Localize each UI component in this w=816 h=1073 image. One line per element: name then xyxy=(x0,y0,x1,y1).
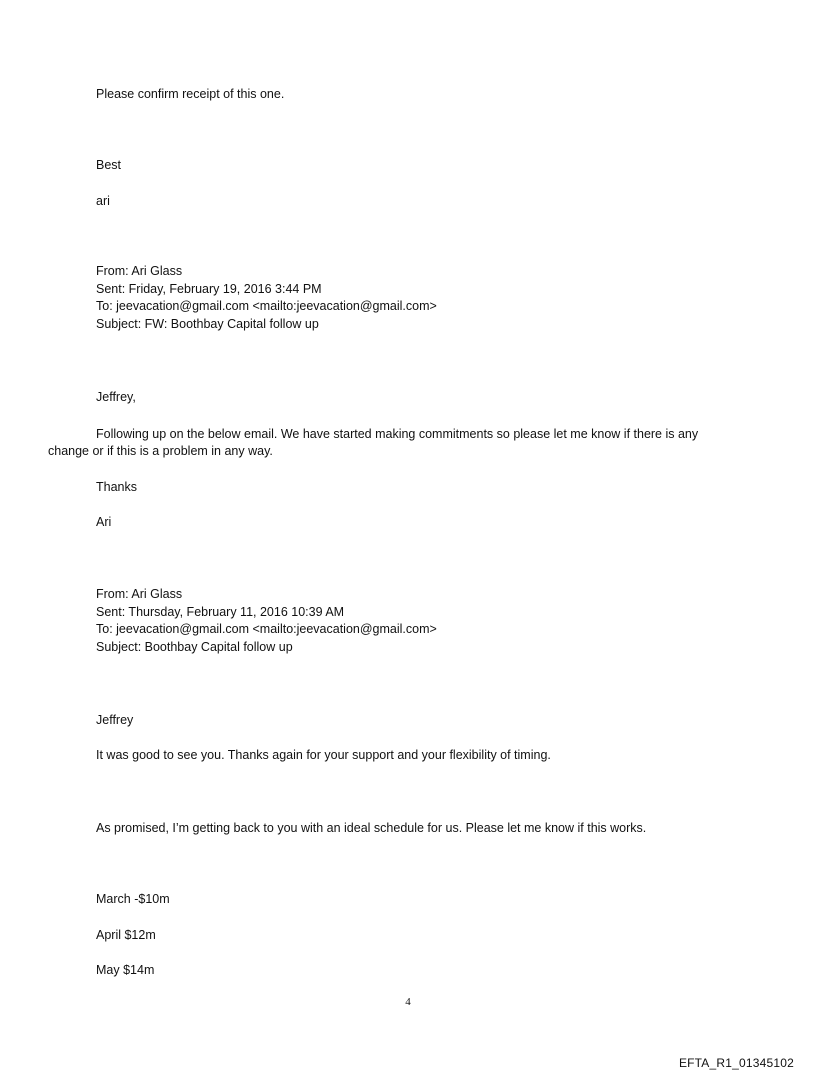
header-sent: Sent: Thursday, February 11, 2016 10:39 AM xyxy=(96,604,345,619)
header-to: To: jeevacation@gmail.com <mailto:jeevacation@gmail.com> xyxy=(96,299,437,313)
forward-signature: Ari xyxy=(96,515,112,529)
schedule-item-april: April $12m xyxy=(96,928,156,942)
header-sent: Sent: Friday, February 19, 2016 3:44 PM xyxy=(96,281,322,296)
forward-email-header xyxy=(96,263,437,333)
header-subject: Subject: FW: Boothbay Capital follow up xyxy=(96,316,319,331)
header-from: From: Ari Glass xyxy=(96,587,183,601)
header-from: From: Ari Glass xyxy=(96,264,183,278)
forward-paragraph-line2: change or if this is a problem in any way. xyxy=(48,444,273,458)
original-greeting: Jeffrey xyxy=(96,713,134,727)
forward-paragraph-line1: Following up on the below email. We have started making commitments so please let me know if there is any xyxy=(96,427,699,441)
forward-closing-thanks: Thanks xyxy=(96,480,137,494)
closing-best: Best xyxy=(96,158,122,172)
confirm-receipt-line: Please confirm receipt of this one. xyxy=(96,87,285,101)
signature-ari-lower: ari xyxy=(96,194,110,208)
original-line-good-to-see: It was good to see you. Thanks again for your support and your flexibility of timing. xyxy=(96,748,551,762)
schedule-item-march: March -$10m xyxy=(96,892,170,906)
header-to: To: jeevacation@gmail.com <mailto:jeevacation@gmail.com> xyxy=(96,622,437,636)
header-subject: Subject: Boothbay Capital follow up xyxy=(96,639,293,654)
original-line-schedule-intro: As promised, I’m getting back to you with an ideal schedule for us. Please let me know if this works. xyxy=(96,821,647,835)
original-email-header xyxy=(96,586,437,656)
forward-greeting: Jeffrey, xyxy=(96,390,136,404)
page-number: 4 xyxy=(405,996,411,1008)
bates-number: EFTA_R1_01345102 xyxy=(678,1056,794,1070)
schedule-item-may: May $14m xyxy=(96,963,155,977)
